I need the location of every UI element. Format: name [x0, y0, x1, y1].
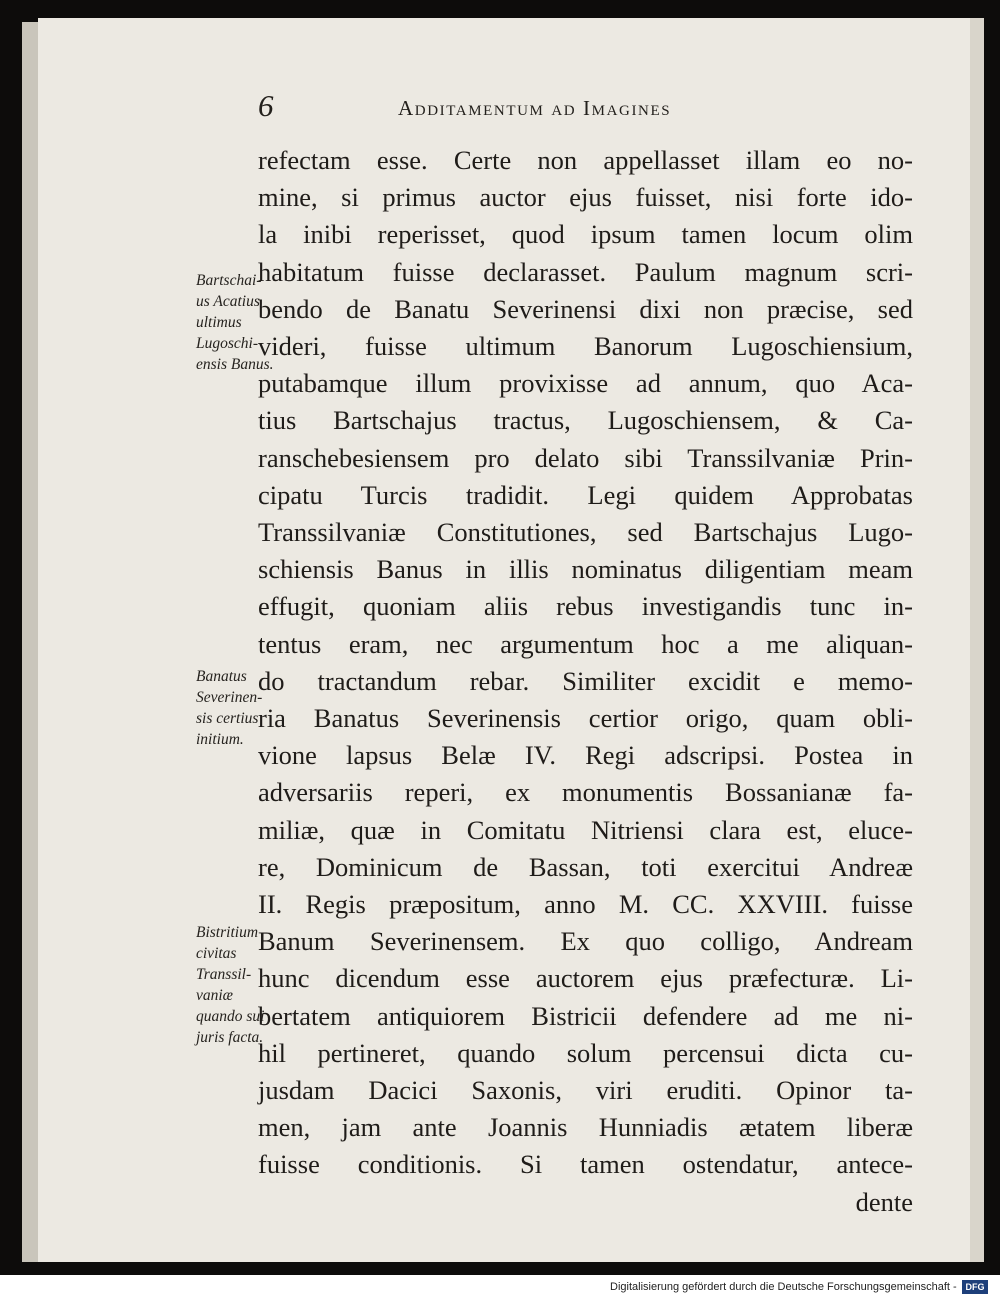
text-line: Banum Severinensem. Ex quo colligo, Andream — [258, 926, 913, 957]
text-line: schiensis Banus in illis nominatus diligentiam meam — [258, 554, 913, 585]
text-line: videri, fuisse ultimum Banorum Lugoschiensium, — [258, 331, 913, 361]
text-line: habitatum fuisse declarasset. Paulum magnum scri- — [258, 256, 913, 287]
text-line: effugit, quoniam aliis rebus investigandis tunc in- — [258, 591, 913, 622]
text-line: hil pertineret, quando solum percensui dicta cu- — [258, 1037, 913, 1068]
text-line: ranschebesiensem pro delato sibi Transsilvaniæ Prin- — [258, 442, 913, 473]
page-number: 6 — [258, 88, 274, 123]
margin-note-line: Banatus — [196, 668, 247, 685]
text-line: ria Banatus Severinensis certior origo, quam obli- — [258, 703, 913, 733]
text-line: II. Regis præpositum, anno M. CC. XXVIII. fuisse — [258, 889, 913, 919]
margin-note-line: Bartschai- — [196, 272, 262, 289]
margin-note-line: Severinen- — [196, 689, 263, 706]
margin-note-line: Transsil- — [196, 966, 252, 983]
margin-note-line: sis certius — [196, 710, 259, 727]
margin-note-line: ensis Banus. — [196, 356, 274, 373]
margin-note-line: Lugoschi- — [196, 335, 258, 352]
text-line: hunc dicendum esse auctorem ejus præfecturæ. Li- — [258, 963, 913, 994]
text-line: do tractandum rebar. Similiter excidit e memo- — [258, 665, 913, 696]
margin-note-line: juris facta. — [196, 1029, 264, 1046]
text-line: re, Dominicum de Bassan, toti exercitui Andreæ — [258, 851, 913, 882]
margin-note-line: Bistritium — [196, 924, 259, 941]
book-page — [38, 18, 984, 1262]
dfg-logo: DFG — [962, 1280, 988, 1294]
text-line: men, jam ante Joannis Hunniadis ætatem liberæ — [258, 1112, 913, 1143]
catchword: dente — [855, 1186, 913, 1217]
text-line: mine, si primus auctor ejus fuisset, nisi forte ido- — [258, 182, 913, 213]
margin-note-line: civitas — [196, 945, 237, 962]
margin-note-line: us Acatius — [196, 293, 260, 310]
text-line: jusdam Dacici Saxonis, viri eruditi. Opinor ta- — [258, 1075, 913, 1105]
text-line: bendo de Banatu Severinensi dixi non præcise, sed — [258, 293, 913, 324]
digitization-credit: Digitalisierung gefördert durch die Deutsche Forschungsgemeinschaft - — [610, 1281, 957, 1293]
text-line: adversariis reperi, ex monumentis Bossanianæ fa- — [258, 777, 913, 808]
margin-note-line: ultimus — [196, 314, 242, 331]
text-line: vione lapsus Belæ IV. Regi adscripsi. Postea in — [258, 740, 913, 771]
text-line: tentus eram, nec argumentum hoc a me aliquan- — [258, 628, 913, 659]
margin-note-line: vaniæ — [196, 987, 234, 1004]
text-line: tius Bartschajus tractus, Lugoschiensem, & Ca- — [258, 405, 913, 436]
text-line: putabamque illum provixisse ad annum, quo Aca- — [258, 368, 913, 399]
text-line: Transsilvaniæ Constitutiones, sed Bartschajus Lugo- — [258, 517, 913, 547]
margin-note-line: quando sui — [196, 1008, 265, 1025]
text-line: bertatem antiquiorem Bistricii defendere ad me ni- — [258, 1000, 913, 1031]
text-line: cipatu Turcis tradidit. Legi quidem Approbatas — [258, 479, 913, 510]
running-head — [258, 88, 918, 128]
text-line: fuisse conditionis. Si tamen ostendatur, antece- — [258, 1149, 913, 1180]
running-head-title: Additamentum ad Imagines — [398, 96, 672, 120]
text-line: la inibi reperisset, quod ipsum tamen locum olim — [258, 219, 913, 250]
margin-note-line: initium. — [196, 731, 244, 748]
text-line: refectam esse. Certe non appellasset illam eo no- — [258, 145, 913, 175]
text-line: miliæ, quæ in Comitatu Nitriensi clara est, eluce- — [258, 814, 913, 845]
